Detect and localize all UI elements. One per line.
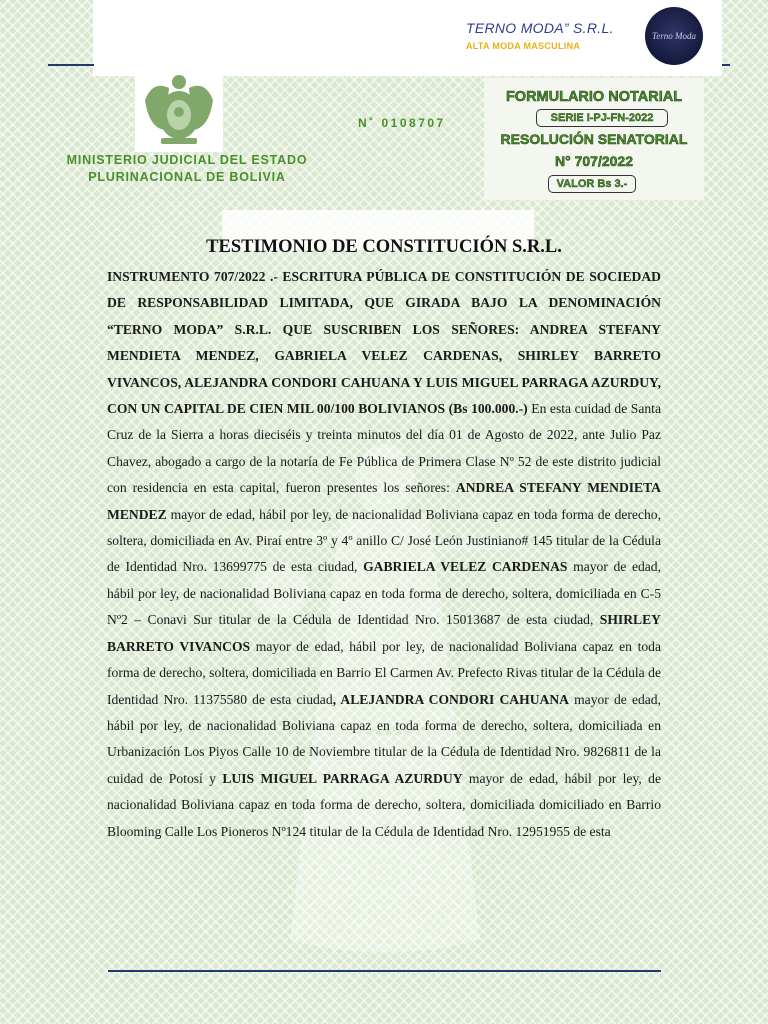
document-title: TESTIMONIO DE CONSTITUCIÓN S.R.L.	[206, 237, 562, 257]
body-segment-5: mayor de edad, hábil por ley, de nacionalidad Boliviana capaz en toda forma de derecho, soltera, domiciliada en Urbanización Los Piyos Calle 10 de Noviembre titular de la Cédula de Identidad Nro. 9826811 de la cuidad de Potosí y	[107, 691, 661, 786]
ministry-name	[50, 152, 324, 186]
footer-rule	[108, 970, 661, 972]
header-rule-right	[722, 64, 730, 66]
body-segment-6: mayor de edad, hábil por ley, de nacionalidad Boliviana capaz en toda forma de derecho, soltera, domiciliada domiciliado en Barrio Blooming Calle Los Pioneros Nº124 titular de la Cédula de Identidad Nro. 12951955 de esta	[107, 770, 661, 839]
body-segment-3: mayor de edad, hábil por ley, de nacionalidad Boliviana capaz en toda forma de derecho, soltera, domiciliada en C-5 Nº2 – Conavi Sur titular de la Cédula de Identidad Nro. 15013687 de esta ciudad,	[107, 559, 662, 628]
letterhead	[93, 0, 722, 76]
party-name-4: , ALEJANDRA CONDORI CAHUANA	[332, 691, 569, 707]
form-number: N° 707/2022	[555, 153, 633, 169]
body-segment-2: mayor de edad, hábil por ley, de nacionalidad Boliviana capaz en toda forma de derecho, soltera, domiciliada en Av. Piraí entre 3º y 4º anillo C/ José León Justiniano# 145 titular de la Cédula de Identidad Nro. 13699775 de esta ciudad,	[107, 506, 661, 575]
document-number: N˚ 0108707	[358, 116, 446, 130]
form-resolution: RESOLUCIÓN SENATORIAL	[500, 131, 688, 147]
form-value: VALOR Bs 3.-	[548, 175, 636, 193]
company-tagline: ALTA MODA MASCULINA	[466, 41, 581, 51]
company-logo	[645, 7, 703, 65]
instrument-heading: INSTRUMENTO 707/2022 .- ESCRITURA PÚBLICA DE CONSTITUCIÓN DE SOCIEDAD DE RESPONSABILIDAD LIMITADA, QUE GIRADA BAJO LA DENOMINACIÓN “TERNO MODA” S.R.L. QUE SUSCRIBEN LOS SEÑORES: ANDREA STEFANY MENDIETA MENDEZ, GABRIELA VELEZ CARDENAS, SHIRLEY BARRETO VIVANCOS, ALEJANDRA CONDORI CAHUANA Y LUIS MIGUEL PARRAGA AZURDUY, CON UN CAPITAL DE CIEN MIL 00/100 BOLIVIANOS (Bs 100.000.-)	[107, 269, 661, 417]
notarial-form-box	[484, 78, 704, 200]
ministry-line-1: MINISTERIO JUDICIAL DEL ESTADO	[66, 153, 308, 167]
form-series: SERIE I-PJ-FN-2022	[536, 109, 668, 127]
company-name: TERNO MODA” S.R.L.	[466, 20, 614, 36]
party-name-3: SHIRLEY BARRETO VIVANCOS	[107, 612, 661, 654]
party-name-2: GABRIELA VELEZ CARDENAS	[363, 559, 568, 575]
coat-of-arms-icon	[135, 70, 223, 152]
body-segment-1: En esta cuidad de Santa Cruz de la Sierra a horas dieciséis y treinta minutos del día 01 de Agosto de 2022, ante Julio Paz Chavez, abogado a cargo de la notaría de Fe Pública de Primera Clase Nº 52 de este distrito judicial con residencia en esta capital, fueron presentes los señores:	[107, 401, 661, 496]
form-title: FORMULARIO NOTARIAL	[505, 89, 683, 105]
party-name-5: LUIS MIGUEL PARRAGA AZURDUY	[222, 770, 463, 786]
header-rule-left	[48, 64, 94, 66]
party-name-1: ANDREA STEFANY MENDIETA MENDEZ	[107, 480, 661, 522]
body-segment-4: mayor de edad, hábil por ley, de nacionalidad Boliviana capaz en toda forma de derecho, soltera, domiciliada en Barrio El Carmen Av. Prefecto Rivas titular de la Cédula de Identidad Nro. 11375580 de esta ciudad	[107, 638, 662, 707]
ministry-line-2: PLURINACIONAL DE BOLIVIA	[88, 170, 286, 184]
document-body	[107, 264, 661, 845]
logo-text: Terno Moda	[652, 31, 696, 41]
